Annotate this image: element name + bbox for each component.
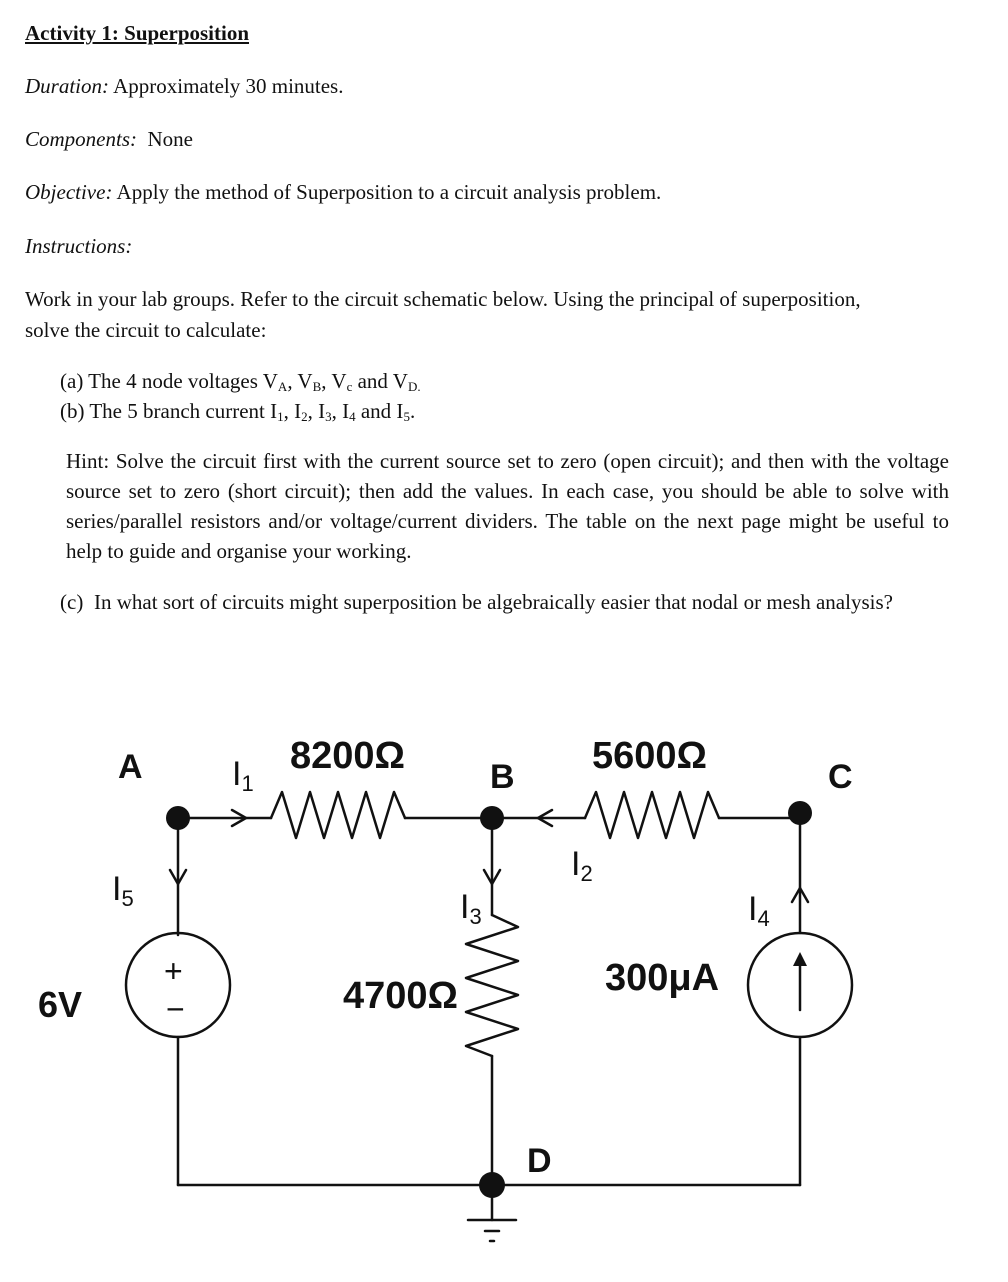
item-a-and: and V [352,369,408,393]
r1-value: 8200Ω [290,735,406,777]
sub-c: c [346,379,353,394]
item-b-and: and I [355,399,404,423]
item-b-text: (b) The 5 branch current I [60,399,278,423]
node-d-label: D [527,1142,552,1180]
item-b-sep3: , I [331,399,350,423]
i1-label: I1 [232,755,254,796]
intro-line-1: Work in your lab groups. Refer to the circuit schematic below. Using the principal of superposition, [25,287,861,311]
resistor-r3 [466,915,518,1056]
item-b-sep2: , I [307,399,326,423]
components-value: None [147,127,193,151]
node-c-dot [788,801,812,825]
duration-label: Duration: [25,74,109,98]
item-c-label: (c) [60,590,84,614]
node-d-dot [479,1172,505,1198]
components-line [25,124,193,154]
sub-5: 5 [403,409,410,424]
activity-title: Activity 1: Superposition [25,21,250,45]
voltage-source-label: 6V [38,984,83,1025]
objective-line [25,177,661,207]
duration-line [25,71,343,101]
objective-label: Objective: [25,180,113,204]
sub-a: A [277,379,288,394]
node-b-label: B [490,758,515,796]
r3-value: 4700Ω [343,975,459,1017]
sub-2: 2 [301,409,308,424]
item-b-sep1: , I [283,399,302,423]
plus-sign: + [164,953,183,989]
minus-sign: − [166,991,185,1027]
instructions-label: Instructions: [25,234,133,258]
item-b-end: . [409,399,416,423]
resistor-r1 [271,792,405,838]
sub-b: B [312,379,322,394]
node-c-label: C [828,758,853,796]
item-a-sep1: , V [287,369,313,393]
item-c-text: In what sort of circuits might superposition be algebraically easier that nodal or mesh analysis? [94,590,893,614]
intro-line-2: solve the circuit to calculate: [25,318,267,342]
current-source-arrowhead [793,952,807,966]
item-a-text: (a) The 4 node voltages V [60,369,278,393]
item-a-sep2: , V [321,369,347,393]
node-a-dot [166,806,190,830]
i4-label: I4 [748,890,770,931]
circuit-schematic [0,700,1008,1282]
current-source-label: 300μA [605,957,720,999]
hint-paragraph: Hint: Solve the circuit first with the current source set to zero (open circuit); and then with the voltage source set to zero (short circuit); then add the values. In each case, you should be able to solve with series/parallel resistors and/or voltage/current dividers. The table on the next page might be useful to help to guide and organise your working. [66,449,949,563]
components-label: Components: [25,127,137,151]
sub-3: 3 [325,409,332,424]
sub-d: D. [407,379,421,394]
node-b-dot [480,806,504,830]
duration-value: Approximately 30 minutes. [113,74,344,98]
i3-label: I3 [460,888,482,929]
i2-label: I2 [571,845,593,886]
item-b [60,396,415,426]
node-a-label: A [118,748,143,786]
sub-1: 1 [277,409,284,424]
sub-4: 4 [349,409,356,424]
objective-value: Apply the method of Superposition to a circuit analysis problem. [116,180,662,204]
r2-value: 5600Ω [592,735,708,777]
item-a [60,366,421,396]
i5-label: I5 [112,870,134,911]
resistor-r2 [585,792,719,838]
